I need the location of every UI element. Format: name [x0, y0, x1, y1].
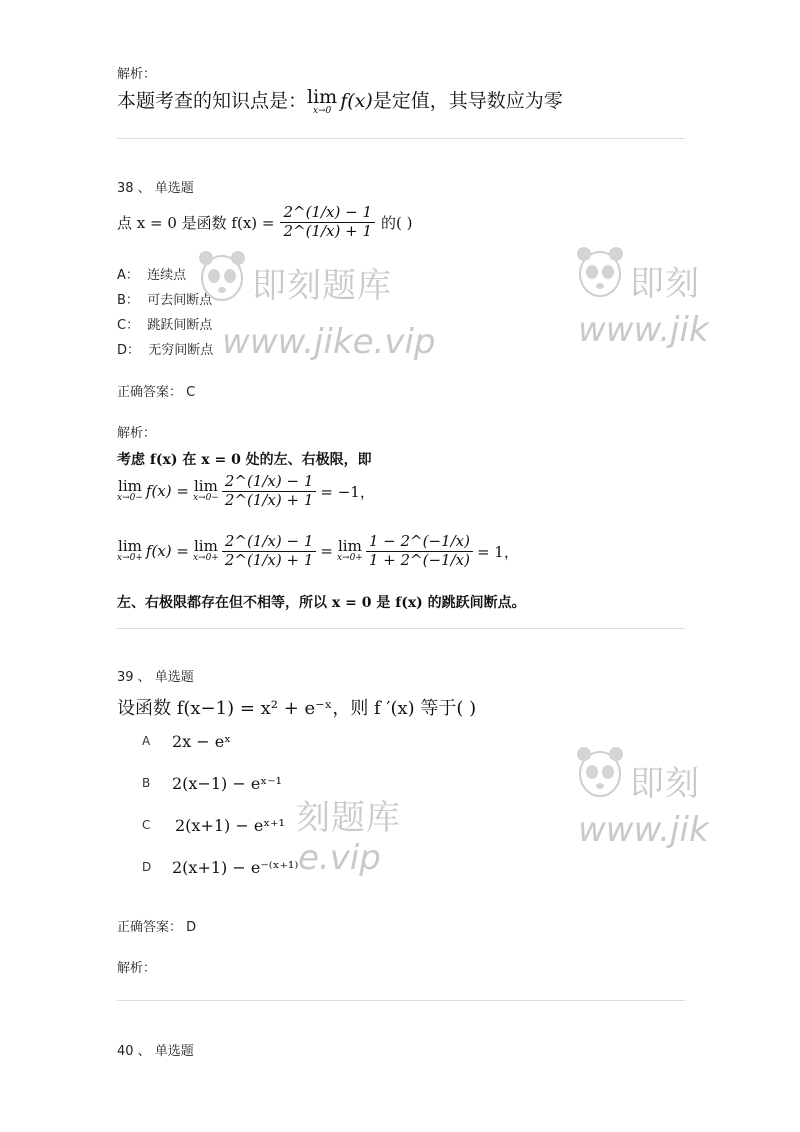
- lim-left: [117, 539, 143, 563]
- lim-sub: x→0+: [336, 553, 363, 564]
- lim-word: lim: [118, 537, 142, 556]
- fx-symbol: f(x) =: [145, 482, 189, 501]
- option-b-key[interactable]: B: [142, 776, 151, 790]
- panda-logo-icon: [574, 244, 626, 302]
- option-c-text[interactable]: 2(x+1) − eˣ⁺¹: [175, 816, 285, 835]
- lim-word: lim: [193, 537, 218, 556]
- fraction-numerator: 1 − 2^(−1/x): [366, 534, 473, 552]
- option-text: 无穷间断点: [148, 343, 214, 358]
- fraction-denominator: 2^(1/x) + 1: [283, 221, 372, 240]
- lim-word: lim: [193, 477, 218, 496]
- divider: [117, 138, 685, 139]
- option-key: D：: [117, 343, 141, 358]
- line2-result: = −1，: [320, 482, 375, 501]
- line2-fraction: [222, 474, 317, 509]
- lim-word: lim: [337, 537, 362, 556]
- lim-sub: x→0−: [192, 493, 219, 504]
- watermark-brand-cut: 即刻: [630, 764, 700, 804]
- option-text: 连续点: [147, 268, 187, 283]
- option-a[interactable]: [117, 264, 186, 283]
- fraction-denominator: 2^(1/x) + 1: [224, 490, 314, 509]
- option-d-text[interactable]: 2(x+1) − e⁻⁽ˣ⁺¹⁾: [172, 858, 299, 877]
- fraction-denominator: 1 + 2^(−1/x): [368, 550, 470, 569]
- stem-fraction: [280, 205, 375, 240]
- answer-value: C: [186, 385, 196, 400]
- question-header: 38 、 单选题: [117, 181, 194, 196]
- answer-label: 正确答案：: [117, 385, 183, 400]
- limit-expression: [307, 88, 337, 116]
- stem-text-a: 点 x = 0 是函数 f(x) =: [117, 213, 275, 232]
- analysis-text-a: 本题考查的知识点是：: [117, 90, 308, 112]
- answer-value: D: [186, 920, 197, 935]
- lim-mid: [193, 539, 219, 563]
- analysis-label: 解析：: [117, 426, 157, 441]
- lim-sub: x→0: [312, 106, 332, 116]
- option-c-key[interactable]: C: [142, 818, 151, 832]
- equals-sign: =: [320, 542, 333, 561]
- watermark-url-cut: www.jik: [578, 810, 709, 850]
- question-header: 39 、 单选题: [117, 670, 194, 685]
- analysis-line-3: [117, 534, 519, 569]
- correct-answer: [117, 381, 195, 400]
- panda-logo-icon: [574, 744, 626, 802]
- line3-fraction-2: [366, 534, 473, 569]
- option-b-text[interactable]: 2(x−1) − eˣ⁻¹: [172, 774, 282, 793]
- watermark-brand-partial: 刻题库: [296, 798, 401, 838]
- analysis-text: [117, 86, 563, 116]
- fraction-numerator: 2^(1/x) − 1: [222, 474, 317, 492]
- lim-word: lim: [118, 477, 142, 496]
- lim-sub: x→0+: [117, 553, 143, 564]
- line3-result: = 1，: [476, 542, 519, 561]
- option-key: A：: [117, 268, 139, 283]
- watermark-url-cut: www.jik: [578, 310, 709, 350]
- analysis-text-b: 是定值，其导数应为零: [372, 90, 563, 112]
- question-stem: [117, 205, 412, 240]
- lim-sub: x→0+: [192, 553, 219, 564]
- option-d[interactable]: [117, 339, 213, 358]
- option-text: 可去间断点: [147, 293, 213, 308]
- watermark-brand: 即刻题库: [252, 266, 392, 306]
- fraction-numerator: 2^(1/x) − 1: [222, 534, 317, 552]
- fraction-denominator: 2^(1/x) + 1: [224, 550, 314, 569]
- option-key: B：: [117, 293, 139, 308]
- question-stem: 设函数 f(x−1) = x² + e⁻ˣ，则 f ′(x) 等于( ): [117, 698, 477, 719]
- option-text: 跳跃间断点: [147, 318, 213, 333]
- line3-fraction-1: [222, 534, 317, 569]
- watermark-url-partial: e.vip: [298, 838, 381, 878]
- option-a-text[interactable]: 2x − eˣ: [172, 732, 232, 751]
- correct-answer: [117, 916, 196, 935]
- option-key: C：: [117, 318, 140, 333]
- watermark-brand-cut: 即刻: [630, 264, 700, 304]
- option-b[interactable]: [117, 289, 212, 308]
- fx-symbol: f(x) =: [145, 542, 189, 561]
- lim-right: [193, 479, 219, 503]
- divider: [117, 1000, 685, 1001]
- answer-label: 正确答案：: [117, 920, 183, 935]
- analysis-label: 解析：: [117, 961, 157, 976]
- question-header: 40 、 单选题: [117, 1044, 194, 1059]
- lim-sub: x→0−: [117, 493, 143, 504]
- lim-word: lim: [307, 86, 338, 108]
- fraction-numerator: 2^(1/x) − 1: [280, 205, 375, 223]
- lim-left: [117, 479, 143, 503]
- option-c[interactable]: [117, 314, 212, 333]
- option-a-key[interactable]: A: [142, 734, 151, 748]
- analysis-line-1: 考虑 f(x) 在 x = 0 处的左、右极限，即: [117, 452, 372, 468]
- divider: [117, 628, 685, 629]
- analysis-label: 解析：: [117, 67, 157, 82]
- option-d-key[interactable]: D: [142, 860, 152, 874]
- fx-symbol: f(x): [340, 90, 373, 112]
- analysis-line-2: [117, 474, 375, 509]
- lim-right: [337, 539, 363, 563]
- watermark-url: www.jike.vip: [222, 322, 436, 362]
- stem-text-b: 的( ): [381, 213, 413, 232]
- analysis-line-4: 左、右极限都存在但不相等，所以 x = 0 是 f(x) 的跳跃间断点。: [117, 595, 526, 611]
